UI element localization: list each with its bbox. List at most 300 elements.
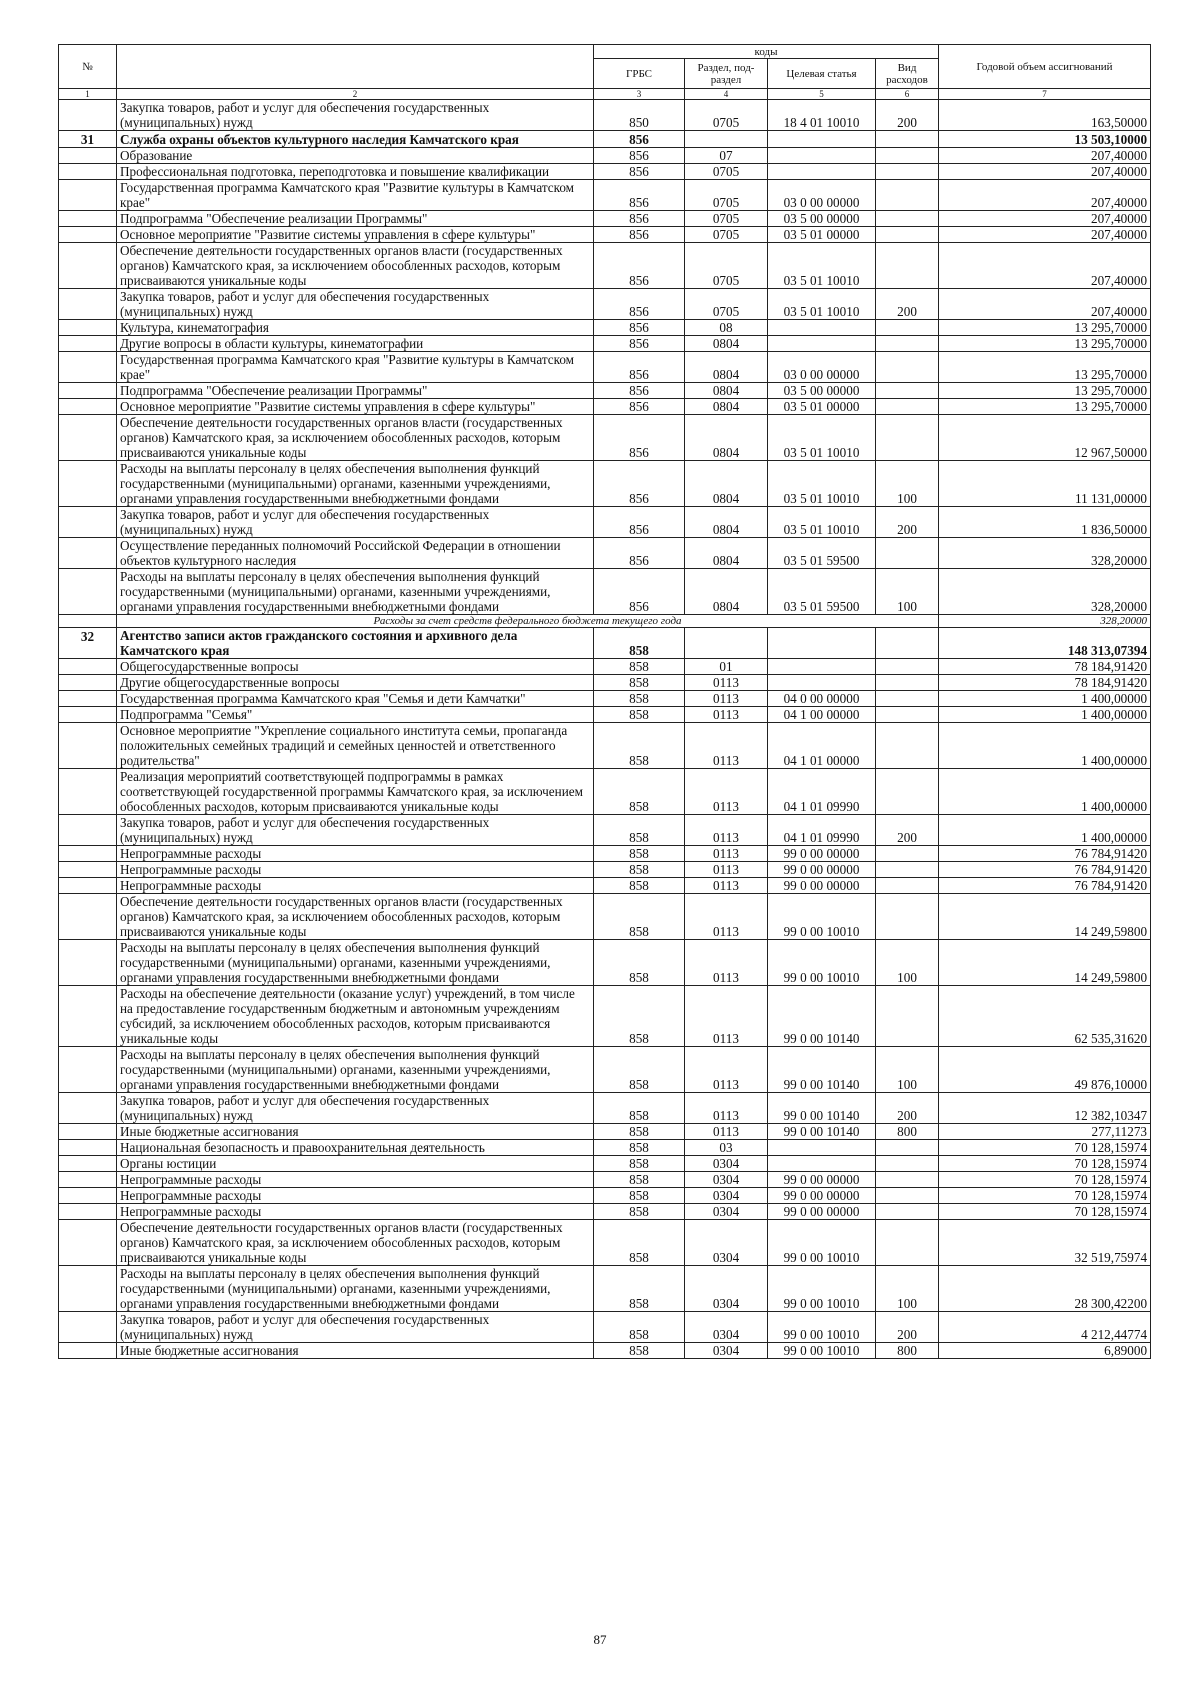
table-row bbox=[59, 1156, 1151, 1172]
row-number bbox=[59, 180, 117, 211]
razdel-cell: 0113 bbox=[685, 675, 768, 691]
expense-type-cell: 800 bbox=[876, 1343, 939, 1359]
razdel-cell: 0304 bbox=[685, 1188, 768, 1204]
table-row bbox=[59, 1343, 1151, 1359]
table-row bbox=[59, 569, 1151, 615]
amount-cell: 11 131,00000 bbox=[939, 461, 1151, 507]
expense-type-cell: 200 bbox=[876, 1093, 939, 1124]
table-row bbox=[59, 180, 1151, 211]
grbs-cell: 858 bbox=[594, 707, 685, 723]
amount-cell: 1 836,50000 bbox=[939, 507, 1151, 538]
row-name: Иные бюджетные ассигнования bbox=[117, 1343, 594, 1359]
target-article-cell bbox=[768, 659, 876, 675]
target-article-cell: 99 0 00 00000 bbox=[768, 1172, 876, 1188]
row-name: Расходы на выплаты персоналу в целях обеспечения выполнения функций государственными (муниципальными) органами, казенными учреждениями, органами управления государственными внебюджетными фондами bbox=[117, 1266, 594, 1312]
grbs-cell: 858 bbox=[594, 894, 685, 940]
row-name: Закупка товаров, работ и услуг для обеспечения государственных (муниципальных) нужд bbox=[117, 289, 594, 320]
row-number bbox=[59, 100, 117, 131]
amount-cell: 4 212,44774 bbox=[939, 1312, 1151, 1343]
target-article-cell: 99 0 00 10140 bbox=[768, 1124, 876, 1140]
expense-type-cell bbox=[876, 1140, 939, 1156]
table-row bbox=[59, 846, 1151, 862]
target-article-cell: 03 5 01 59500 bbox=[768, 569, 876, 615]
row-name: Расходы на выплаты персоналу в целях обеспечения выполнения функций государственными (муниципальными) органами, казенными учреждениями, органами управления государственными внебюджетными фондами bbox=[117, 940, 594, 986]
razdel-cell: 0804 bbox=[685, 336, 768, 352]
grbs-cell: 858 bbox=[594, 986, 685, 1047]
row-number bbox=[59, 691, 117, 707]
razdel-cell: 0304 bbox=[685, 1343, 768, 1359]
target-article-cell: 04 1 01 09990 bbox=[768, 769, 876, 815]
header-num: № bbox=[59, 45, 117, 89]
row-name: Обеспечение деятельности государственных органов власти (государственных органов) Камчатского края, за исключением обособленных расходов, которым присваиваются уникальные коды bbox=[117, 894, 594, 940]
row-number bbox=[59, 320, 117, 336]
expense-type-cell bbox=[876, 675, 939, 691]
razdel-cell: 0304 bbox=[685, 1204, 768, 1220]
table-row bbox=[59, 336, 1151, 352]
target-article-cell: 99 0 00 00000 bbox=[768, 878, 876, 894]
row-number bbox=[59, 723, 117, 769]
grbs-cell: 858 bbox=[594, 1156, 685, 1172]
row-name: Закупка товаров, работ и услуг для обеспечения государственных (муниципальных) нужд bbox=[117, 1093, 594, 1124]
table-row bbox=[59, 1266, 1151, 1312]
row-name: Культура, кинематография bbox=[117, 320, 594, 336]
row-number bbox=[59, 1220, 117, 1266]
target-article-cell: 99 0 00 10010 bbox=[768, 1312, 876, 1343]
amount-cell: 13 295,70000 bbox=[939, 320, 1151, 336]
row-name: Основное мероприятие "Развитие системы управления в сфере культуры" bbox=[117, 399, 594, 415]
target-article-cell: 03 5 01 10010 bbox=[768, 415, 876, 461]
row-name: Закупка товаров, работ и услуг для обеспечения государственных (муниципальных) нужд bbox=[117, 507, 594, 538]
razdel-cell: 0113 bbox=[685, 815, 768, 846]
amount-cell: 163,50000 bbox=[939, 100, 1151, 131]
razdel-cell bbox=[685, 131, 768, 148]
header-amount: Годовой объем ассигнований bbox=[939, 45, 1151, 89]
target-article-cell bbox=[768, 628, 876, 659]
amount-cell: 14 249,59800 bbox=[939, 894, 1151, 940]
row-number bbox=[59, 383, 117, 399]
table-row bbox=[59, 507, 1151, 538]
table-row bbox=[59, 940, 1151, 986]
expense-type-cell bbox=[876, 1172, 939, 1188]
target-article-cell: 04 0 00 00000 bbox=[768, 691, 876, 707]
amount-cell: 1 400,00000 bbox=[939, 691, 1151, 707]
row-number bbox=[59, 815, 117, 846]
note-text: Расходы за счет средств федерального бюджета текущего года bbox=[117, 615, 939, 628]
grbs-cell: 856 bbox=[594, 243, 685, 289]
row-name: Государственная программа Камчатского края "Семья и дети Камчатки" bbox=[117, 691, 594, 707]
expense-type-cell: 200 bbox=[876, 507, 939, 538]
table-row bbox=[59, 352, 1151, 383]
expense-type-cell: 200 bbox=[876, 100, 939, 131]
razdel-cell: 0113 bbox=[685, 691, 768, 707]
expense-type-cell bbox=[876, 1156, 939, 1172]
table-row bbox=[59, 1140, 1151, 1156]
row-number bbox=[59, 399, 117, 415]
row-number bbox=[59, 707, 117, 723]
grbs-cell: 858 bbox=[594, 940, 685, 986]
expense-type-cell bbox=[876, 538, 939, 569]
grbs-cell: 856 bbox=[594, 180, 685, 211]
row-number bbox=[59, 148, 117, 164]
expense-type-cell bbox=[876, 659, 939, 675]
amount-cell: 76 784,91420 bbox=[939, 862, 1151, 878]
razdel-cell: 0705 bbox=[685, 180, 768, 211]
target-article-cell: 03 5 00 00000 bbox=[768, 383, 876, 399]
expense-type-cell bbox=[876, 243, 939, 289]
razdel-cell: 0113 bbox=[685, 878, 768, 894]
razdel-cell: 0705 bbox=[685, 243, 768, 289]
table-row bbox=[59, 415, 1151, 461]
row-number bbox=[59, 1140, 117, 1156]
razdel-cell: 0804 bbox=[685, 352, 768, 383]
grbs-cell: 858 bbox=[594, 723, 685, 769]
row-number bbox=[59, 1124, 117, 1140]
row-number bbox=[59, 1343, 117, 1359]
grbs-cell: 856 bbox=[594, 227, 685, 243]
grbs-cell: 858 bbox=[594, 815, 685, 846]
razdel-cell: 0113 bbox=[685, 1047, 768, 1093]
row-number bbox=[59, 507, 117, 538]
razdel-cell: 0705 bbox=[685, 289, 768, 320]
expense-type-cell bbox=[876, 320, 939, 336]
row-number bbox=[59, 1172, 117, 1188]
expense-type-cell bbox=[876, 148, 939, 164]
amount-cell: 6,89000 bbox=[939, 1343, 1151, 1359]
expense-type-cell bbox=[876, 131, 939, 148]
table-row bbox=[59, 243, 1151, 289]
row-number bbox=[59, 1188, 117, 1204]
table-row bbox=[59, 227, 1151, 243]
row-number bbox=[59, 894, 117, 940]
row-number bbox=[59, 538, 117, 569]
row-number bbox=[59, 1093, 117, 1124]
grbs-cell: 856 bbox=[594, 352, 685, 383]
header-razdel: Раздел, под-раздел bbox=[685, 59, 768, 89]
expense-type-cell bbox=[876, 164, 939, 180]
row-number bbox=[59, 986, 117, 1047]
target-article-cell: 03 5 01 10010 bbox=[768, 289, 876, 320]
razdel-cell: 0113 bbox=[685, 769, 768, 815]
target-article-cell: 99 0 00 00000 bbox=[768, 1204, 876, 1220]
amount-cell: 49 876,10000 bbox=[939, 1047, 1151, 1093]
razdel-cell: 0113 bbox=[685, 846, 768, 862]
table-row bbox=[59, 1047, 1151, 1093]
amount-cell: 328,20000 bbox=[939, 569, 1151, 615]
target-article-cell bbox=[768, 675, 876, 691]
header-codes: коды bbox=[594, 45, 939, 59]
row-name: Государственная программа Камчатского края "Развитие культуры в Камчатском крае" bbox=[117, 352, 594, 383]
amount-cell: 70 128,15974 bbox=[939, 1204, 1151, 1220]
table-row bbox=[59, 1124, 1151, 1140]
row-number bbox=[59, 289, 117, 320]
row-number bbox=[59, 878, 117, 894]
row-name: Общегосударственные вопросы bbox=[117, 659, 594, 675]
razdel-cell: 0113 bbox=[685, 986, 768, 1047]
row-name: Расходы на выплаты персоналу в целях обеспечения выполнения функций государственными (муниципальными) органами, казенными учреждениями, органами управления государственными внебюджетными фондами bbox=[117, 461, 594, 507]
table-row bbox=[59, 383, 1151, 399]
grbs-cell: 856 bbox=[594, 164, 685, 180]
grbs-cell: 858 bbox=[594, 628, 685, 659]
target-article-cell: 03 5 01 10010 bbox=[768, 461, 876, 507]
row-name: Обеспечение деятельности государственных органов власти (государственных органов) Камчатского края, за исключением обособленных расходов, которым присваиваются уникальные коды bbox=[117, 1220, 594, 1266]
razdel-cell: 0804 bbox=[685, 569, 768, 615]
amount-cell: 28 300,42200 bbox=[939, 1266, 1151, 1312]
amount-cell: 76 784,91420 bbox=[939, 846, 1151, 862]
amount-cell: 70 128,15974 bbox=[939, 1172, 1151, 1188]
expense-type-cell: 100 bbox=[876, 1266, 939, 1312]
target-article-cell bbox=[768, 320, 876, 336]
amount-cell: 32 519,75974 bbox=[939, 1220, 1151, 1266]
razdel-cell: 0304 bbox=[685, 1312, 768, 1343]
expense-type-cell: 800 bbox=[876, 1124, 939, 1140]
row-name: Расходы на обеспечение деятельности (оказание услуг) учреждений, в том числе на предоставление государственным бюджетным и автономным учреждениям субсидий, за исключением обособленных расходов, которым присваиваются уникальные коды bbox=[117, 986, 594, 1047]
row-number bbox=[59, 659, 117, 675]
amount-cell: 78 184,91420 bbox=[939, 675, 1151, 691]
razdel-cell: 0705 bbox=[685, 164, 768, 180]
razdel-cell: 0804 bbox=[685, 461, 768, 507]
grbs-cell: 856 bbox=[594, 415, 685, 461]
amount-cell: 207,40000 bbox=[939, 211, 1151, 227]
col-number: 2 bbox=[117, 89, 594, 100]
row-number bbox=[59, 1156, 117, 1172]
amount-cell: 1 400,00000 bbox=[939, 815, 1151, 846]
expense-type-cell bbox=[876, 415, 939, 461]
row-name: Непрограммные расходы bbox=[117, 1172, 594, 1188]
row-name: Непрограммные расходы bbox=[117, 1204, 594, 1220]
expense-type-cell bbox=[876, 723, 939, 769]
amount-cell: 328,20000 bbox=[939, 538, 1151, 569]
row-name: Обеспечение деятельности государственных органов власти (государственных органов) Камчатского края, за исключением обособленных расходов, которым присваиваются уникальные коды bbox=[117, 415, 594, 461]
grbs-cell: 858 bbox=[594, 1093, 685, 1124]
target-article-cell: 99 0 00 10010 bbox=[768, 1266, 876, 1312]
razdel-cell: 0113 bbox=[685, 894, 768, 940]
expense-type-cell bbox=[876, 352, 939, 383]
razdel-cell: 0705 bbox=[685, 100, 768, 131]
row-number: 31 bbox=[59, 131, 117, 148]
row-number bbox=[59, 615, 117, 628]
amount-cell: 12 967,50000 bbox=[939, 415, 1151, 461]
row-name: Закупка товаров, работ и услуг для обеспечения государственных (муниципальных) нужд bbox=[117, 815, 594, 846]
target-article-cell: 99 0 00 00000 bbox=[768, 1188, 876, 1204]
target-article-cell: 03 5 01 10010 bbox=[768, 243, 876, 289]
amount-cell: 13 295,70000 bbox=[939, 399, 1151, 415]
target-article-cell: 18 4 01 10010 bbox=[768, 100, 876, 131]
target-article-cell bbox=[768, 164, 876, 180]
expense-type-cell bbox=[876, 986, 939, 1047]
razdel-cell: 0113 bbox=[685, 940, 768, 986]
razdel-cell: 0304 bbox=[685, 1156, 768, 1172]
target-article-cell: 04 1 01 09990 bbox=[768, 815, 876, 846]
target-article-cell bbox=[768, 148, 876, 164]
razdel-cell: 0304 bbox=[685, 1266, 768, 1312]
table-row bbox=[59, 100, 1151, 131]
grbs-cell: 858 bbox=[594, 1124, 685, 1140]
razdel-cell: 07 bbox=[685, 148, 768, 164]
row-name: Образование bbox=[117, 148, 594, 164]
amount-cell: 277,11273 bbox=[939, 1124, 1151, 1140]
amount-cell: 207,40000 bbox=[939, 164, 1151, 180]
expense-type-cell bbox=[876, 227, 939, 243]
razdel-cell bbox=[685, 628, 768, 659]
amount-cell: 207,40000 bbox=[939, 289, 1151, 320]
expense-type-cell bbox=[876, 399, 939, 415]
amount-cell: 207,40000 bbox=[939, 243, 1151, 289]
row-name: Другие вопросы в области культуры, кинематографии bbox=[117, 336, 594, 352]
target-article-cell: 03 0 00 00000 bbox=[768, 180, 876, 211]
expense-type-cell: 100 bbox=[876, 940, 939, 986]
expense-type-cell bbox=[876, 336, 939, 352]
row-number bbox=[59, 1266, 117, 1312]
row-name: Подпрограмма "Обеспечение реализации Программы" bbox=[117, 383, 594, 399]
table-row bbox=[59, 707, 1151, 723]
expense-type-cell bbox=[876, 846, 939, 862]
table-row bbox=[59, 1188, 1151, 1204]
table-row bbox=[59, 815, 1151, 846]
table-row bbox=[59, 164, 1151, 180]
grbs-cell: 858 bbox=[594, 1172, 685, 1188]
target-article-cell: 99 0 00 10010 bbox=[768, 1343, 876, 1359]
table-row bbox=[59, 769, 1151, 815]
target-article-cell: 04 1 00 00000 bbox=[768, 707, 876, 723]
grbs-cell: 856 bbox=[594, 569, 685, 615]
expense-type-cell: 100 bbox=[876, 461, 939, 507]
row-name: Обеспечение деятельности государственных органов власти (государственных органов) Камчатского края, за исключением обособленных расходов, которым присваиваются уникальные коды bbox=[117, 243, 594, 289]
target-article-cell: 99 0 00 10140 bbox=[768, 986, 876, 1047]
expense-type-cell: 200 bbox=[876, 815, 939, 846]
expense-type-cell: 100 bbox=[876, 569, 939, 615]
target-article-cell: 99 0 00 10010 bbox=[768, 1220, 876, 1266]
row-number bbox=[59, 1204, 117, 1220]
amount-cell: 207,40000 bbox=[939, 148, 1151, 164]
table-row bbox=[59, 986, 1151, 1047]
grbs-cell: 858 bbox=[594, 1220, 685, 1266]
target-article-cell: 03 5 01 00000 bbox=[768, 227, 876, 243]
row-number bbox=[59, 675, 117, 691]
table-row bbox=[59, 628, 1151, 659]
row-number bbox=[59, 336, 117, 352]
grbs-cell: 858 bbox=[594, 1140, 685, 1156]
target-article-cell bbox=[768, 336, 876, 352]
grbs-cell: 858 bbox=[594, 659, 685, 675]
row-number bbox=[59, 569, 117, 615]
grbs-cell: 856 bbox=[594, 461, 685, 507]
razdel-cell: 0113 bbox=[685, 723, 768, 769]
razdel-cell: 0705 bbox=[685, 227, 768, 243]
table-row bbox=[59, 461, 1151, 507]
target-article-cell: 03 5 00 00000 bbox=[768, 211, 876, 227]
table-row bbox=[59, 1172, 1151, 1188]
col-number: 3 bbox=[594, 89, 685, 100]
target-article-cell: 99 0 00 10140 bbox=[768, 1093, 876, 1124]
razdel-cell: 0705 bbox=[685, 211, 768, 227]
table-row bbox=[59, 1220, 1151, 1266]
expense-type-cell bbox=[876, 862, 939, 878]
table-row bbox=[59, 289, 1151, 320]
expense-type-cell bbox=[876, 1188, 939, 1204]
grbs-cell: 856 bbox=[594, 336, 685, 352]
grbs-cell: 858 bbox=[594, 1188, 685, 1204]
table-row bbox=[59, 131, 1151, 148]
amount-cell: 207,40000 bbox=[939, 180, 1151, 211]
razdel-cell: 0804 bbox=[685, 383, 768, 399]
table-row bbox=[59, 1204, 1151, 1220]
table-row bbox=[59, 659, 1151, 675]
razdel-cell: 0804 bbox=[685, 399, 768, 415]
grbs-cell: 858 bbox=[594, 1312, 685, 1343]
razdel-cell: 0804 bbox=[685, 538, 768, 569]
grbs-cell: 858 bbox=[594, 691, 685, 707]
razdel-cell: 0113 bbox=[685, 1124, 768, 1140]
grbs-cell: 856 bbox=[594, 507, 685, 538]
row-number bbox=[59, 243, 117, 289]
row-name: Закупка товаров, работ и услуг для обеспечения государственных (муниципальных) нужд bbox=[117, 1312, 594, 1343]
table-row bbox=[59, 862, 1151, 878]
amount-cell: 148 313,07394 bbox=[939, 628, 1151, 659]
grbs-cell: 858 bbox=[594, 1204, 685, 1220]
target-article-cell: 99 0 00 10010 bbox=[768, 940, 876, 986]
row-name: Другие общегосударственные вопросы bbox=[117, 675, 594, 691]
razdel-cell: 08 bbox=[685, 320, 768, 336]
target-article-cell: 99 0 00 10140 bbox=[768, 1047, 876, 1093]
expense-type-cell bbox=[876, 180, 939, 211]
row-number bbox=[59, 846, 117, 862]
row-name: Непрограммные расходы bbox=[117, 846, 594, 862]
header-target: Целевая статья bbox=[768, 59, 876, 89]
target-article-cell: 03 5 01 10010 bbox=[768, 507, 876, 538]
col-number: 5 bbox=[768, 89, 876, 100]
row-number bbox=[59, 164, 117, 180]
amount-cell: 78 184,91420 bbox=[939, 659, 1151, 675]
row-name: Служба охраны объектов культурного наследия Камчатского края bbox=[117, 131, 594, 148]
row-name: Осуществление переданных полномочий Российской Федерации в отношении объектов культурного наследия bbox=[117, 538, 594, 569]
target-article-cell: 99 0 00 10010 bbox=[768, 894, 876, 940]
amount-cell: 13 295,70000 bbox=[939, 383, 1151, 399]
table-row bbox=[59, 320, 1151, 336]
grbs-cell: 858 bbox=[594, 846, 685, 862]
razdel-cell: 03 bbox=[685, 1140, 768, 1156]
row-name: Расходы на выплаты персоналу в целях обеспечения выполнения функций государственными (муниципальными) органами, казенными учреждениями, органами управления государственными внебюджетными фондами bbox=[117, 569, 594, 615]
table-header bbox=[59, 45, 1151, 100]
grbs-cell: 858 bbox=[594, 1266, 685, 1312]
amount-cell: 62 535,31620 bbox=[939, 986, 1151, 1047]
razdel-cell: 0804 bbox=[685, 415, 768, 461]
razdel-cell: 0113 bbox=[685, 707, 768, 723]
grbs-cell: 856 bbox=[594, 211, 685, 227]
table-row bbox=[59, 1093, 1151, 1124]
amount-cell: 1 400,00000 bbox=[939, 723, 1151, 769]
expense-type-cell bbox=[876, 1220, 939, 1266]
row-name: Органы юстиции bbox=[117, 1156, 594, 1172]
amount-cell: 13 295,70000 bbox=[939, 352, 1151, 383]
row-name: Государственная программа Камчатского края "Развитие культуры в Камчатском крае" bbox=[117, 180, 594, 211]
row-name: Основное мероприятие "Укрепление социального института семьи, пропаганда положительных семейных традиций и семейных ценностей и ответственного родительства" bbox=[117, 723, 594, 769]
amount-cell: 328,20000 bbox=[939, 615, 1151, 628]
row-number bbox=[59, 769, 117, 815]
table-body bbox=[59, 100, 1151, 1359]
expense-type-cell bbox=[876, 894, 939, 940]
row-name: Расходы на выплаты персоналу в целях обеспечения выполнения функций государственными (муниципальными) органами, казенными учреждениями, органами управления государственными внебюджетными фондами bbox=[117, 1047, 594, 1093]
table-row bbox=[59, 894, 1151, 940]
page-number: 87 bbox=[593, 1632, 607, 1647]
col-number: 7 bbox=[939, 89, 1151, 100]
expense-type-cell: 200 bbox=[876, 1312, 939, 1343]
amount-cell: 1 400,00000 bbox=[939, 769, 1151, 815]
amount-cell: 13 503,10000 bbox=[939, 131, 1151, 148]
razdel-cell: 0304 bbox=[685, 1172, 768, 1188]
row-number bbox=[59, 1312, 117, 1343]
grbs-cell: 856 bbox=[594, 131, 685, 148]
grbs-cell: 856 bbox=[594, 148, 685, 164]
